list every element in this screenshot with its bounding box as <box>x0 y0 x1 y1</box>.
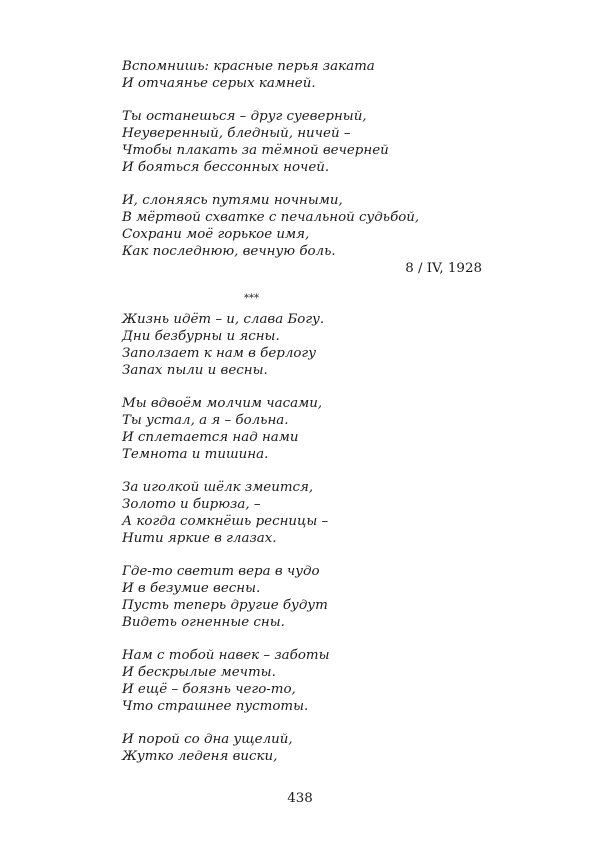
poem-line: Темнота и тишина. <box>122 447 269 462</box>
poem2-stanza-5 <box>122 647 482 715</box>
poem-line: И отчаянье серых камней. <box>122 76 316 91</box>
poem1-stanza-2 <box>122 108 482 176</box>
poem-line: Чтобы плакать за тёмной вечерней <box>122 143 389 158</box>
poem-line: Заползает к нам в берлогу <box>122 346 316 361</box>
poem2-stanza-1 <box>122 311 482 379</box>
poem-line: А когда сомкнёшь ресницы – <box>122 514 329 529</box>
poem-line: Жизнь идёт – и, слава Богу. <box>122 312 325 327</box>
poem-line: За иголкой шёлк змеится, <box>122 480 314 495</box>
poem-line: Мы вдвоём молчим часами, <box>122 396 323 411</box>
poem-line: И сплетается над нами <box>122 430 299 445</box>
poem-line: И бескрылые мечты. <box>122 665 276 680</box>
poem-line: Дни безбурны и ясны. <box>122 329 280 344</box>
poem-line: И ещё – боязнь чего-то, <box>122 682 296 697</box>
poem-line: Где-то светит вера в чудо <box>122 564 320 579</box>
poem-line: И в безумие весны. <box>122 581 261 596</box>
poem-line: Жутко леденя виски, <box>122 749 278 764</box>
page-number: 438 <box>287 791 313 806</box>
poem2-stanza-3 <box>122 479 482 547</box>
poem-line: В мёртвой схватке с печальной судьбой, <box>122 210 420 225</box>
poem-line: Сохрани моё горькое имя, <box>122 227 310 242</box>
poem-line: Золото и бирюза, – <box>122 497 261 512</box>
poem-line: И порой со дна ущелий, <box>122 732 293 747</box>
poem-line: Запах пыли и весны. <box>122 363 268 378</box>
poem-text-block <box>122 58 482 781</box>
poem-line: Видеть огненные сны. <box>122 615 285 630</box>
poem-line: Пусть теперь другие будут <box>122 598 328 613</box>
poem-line: Вспомнишь: красные перья заката <box>122 59 375 74</box>
poem-line: Нити яркие в глазах. <box>122 531 277 546</box>
section-separator: *** <box>244 293 259 304</box>
poem-line: Неуверенный, бледный, ничей – <box>122 126 351 141</box>
poem-line: Ты останешься – друг суеверный, <box>122 109 367 124</box>
poem-line: И бояться бессонных ночей. <box>122 160 330 175</box>
poem-line: Нам с тобой навек – заботы <box>122 648 330 663</box>
poem2-stanza-4 <box>122 563 482 631</box>
poem-line: И, слоняясь путями ночными, <box>122 193 343 208</box>
poem-line: Что страшнее пустоты. <box>122 699 309 714</box>
poem-line: Как последнюю, вечную боль. <box>122 244 336 259</box>
poem2-stanza-2 <box>122 395 482 463</box>
poem-date: 8 / IV, 1928 <box>405 261 482 276</box>
poem1-stanza-1 <box>122 58 482 92</box>
poem2-stanza-6 <box>122 731 482 765</box>
poem1-stanza-3 <box>122 192 482 260</box>
poem-line: Ты устал, а я – больна. <box>122 413 289 428</box>
